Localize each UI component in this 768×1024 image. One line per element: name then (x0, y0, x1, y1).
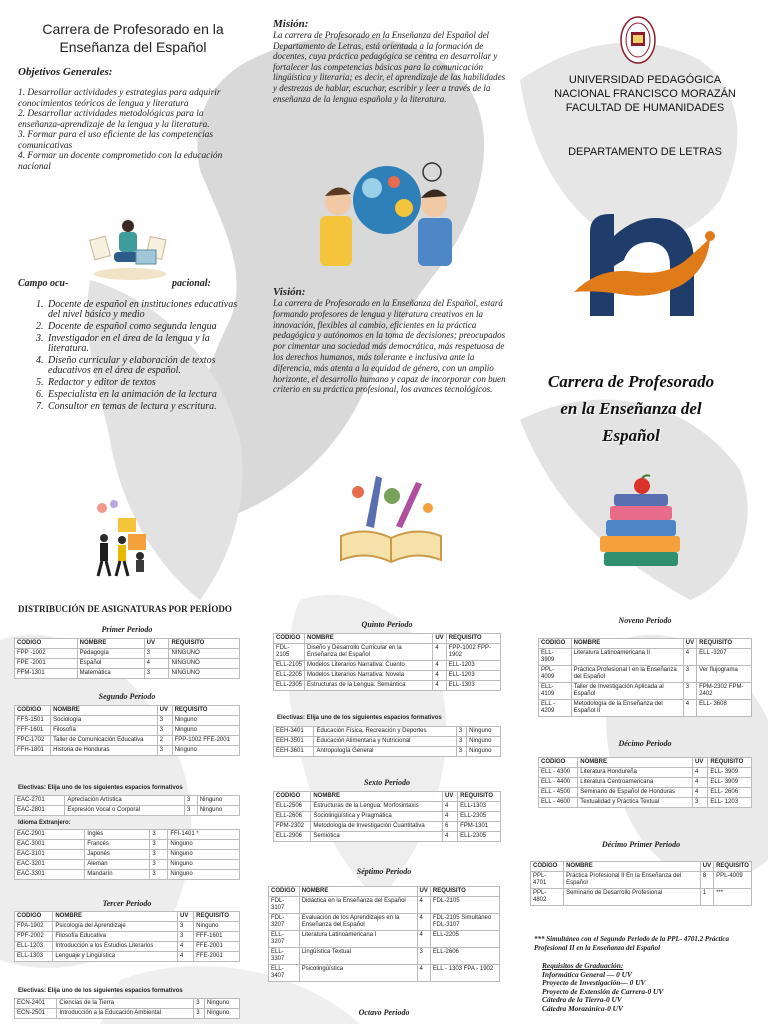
table-row: ELL-1303 Lenguaje y Lingüística 4 FFE-2001 (15, 952, 240, 962)
table-row: EAC-2701 Apreciación Artística 3 Ninguno (15, 796, 240, 806)
field-heading-start: Campo ocu- (18, 278, 69, 289)
two-people-ideas-illustration (312, 158, 462, 266)
period-title: Séptimo Periodo (356, 867, 412, 876)
table-row: ELL - 4209 Metodología de la Enseñanza del Español II 4 ELL- 3608 (539, 700, 752, 717)
table-row: PPL- 4009 Práctica Profesional I en la Enseñanza del Español 3 Ver flujograma (539, 666, 752, 683)
table-row: ECN-2501 Introducción a la Educación Ambiental 3 Ninguno (15, 1009, 240, 1019)
objective-item: 3. Formar para el uso eficiente de las competencias comunicativas (18, 130, 214, 151)
footnote-simultaneo: *** Simultáneo con el Segundo Periodo de la PPL- 4701.2 Práctica Profesional II en la Enseñanza del Español (534, 935, 730, 952)
table-row: EEH-3601 Antropología General 3 Ninguno (274, 747, 501, 757)
table-header-row: CODIGO NOMBRE UV REQUISITO (274, 634, 501, 644)
graduation-item: Informática General — 0 UV (542, 969, 632, 979)
period-table-sexto (273, 791, 501, 842)
vision-heading: Visión: (273, 286, 306, 298)
university-name: UNIVERSIDAD PEDAGÓGICA NACIONAL FRANCISCO MORAZÁN FACULTAD DE HUMANIDADES (554, 74, 736, 114)
table-row: EAC-3001 Francés 3 Ninguno (15, 840, 240, 850)
period-table-segundo (14, 705, 240, 756)
table-row: ECN-2401 Ciencias de la Tierra 3 Ninguno (15, 999, 240, 1009)
department-name: DEPARTAMENTO DE LETRAS (568, 146, 722, 158)
table-row: FFM-1301 Matemática 3 NINGUNO (15, 669, 240, 679)
table-row: ELL-2606 Sociolingüística y Pragmática 4 ELL-2305 (274, 812, 501, 822)
table-row: EEH-3501 Educación Alimentaria y Nutricional 3 Ninguno (274, 737, 501, 747)
field-item: 4. Diseño curricular y elaboración de textos educativos en el área de español. (36, 355, 216, 376)
period-table-decimo-primero (530, 861, 752, 906)
table-row: FPP -1002 Pedagogía 3 NINGUNO (15, 649, 240, 659)
table-header-row: CODIGO NOMBRE UV REQUISITO (539, 639, 752, 649)
table-row: EAC-3101 Japonés 3 Ninguno (15, 850, 240, 860)
table-header-row: CODIGO NOMBRE UV REQUISITO (15, 639, 240, 649)
field-item: 7. Consultor en temas de lectura y escritura. (36, 401, 217, 412)
graduation-item: Proyecto de Investigación— 0 UV (542, 978, 646, 988)
period-title: Décimo Periodo (618, 739, 672, 748)
period-table-noveno (538, 638, 752, 717)
table-row: ELL-3207 Literatura Latinoamericana I 4 ELL-2205 (269, 931, 500, 948)
table-row: ELL-2506 Estructuras de la Lengua: Morfosintaxis 4 ELL-1303 (274, 802, 501, 812)
table-row: FPM-2302 Metodología de Investigación Cuantitativa 6 FPM-1301 (274, 822, 501, 832)
electives-table-quinto (273, 726, 501, 757)
reading-student-illustration (88, 216, 172, 282)
table-header-row: CODIGO NOMBRE UV REQUISITO (269, 887, 500, 897)
table-row: EAC-3201 Alemán 3 Ninguno (15, 860, 240, 870)
table-row: ELL - 4600 Textualidad y Práctica Textual 3 ELL- 1203 (539, 798, 752, 808)
table-header-row: CODIGO NOMBRE UV REQUISITO (15, 912, 240, 922)
table-row: FPA-1902 Psicología del Aprendizaje 3 Ninguno (15, 922, 240, 932)
period-title: Décimo Primer Periodo (601, 840, 681, 849)
table-row: FPF-2002 Filosofía Educativa 3 FFF-1601 (15, 932, 240, 942)
objectives-heading: Objetivos Generales: (18, 66, 113, 78)
vision-text: La carrera de Profesorado en la Enseñanza del Español, estará formando profesores de lengua y literatura creativos en la innovación, flexibles al cambio, eficientes en la práctica pedagógica y autónomos en la toma de decisiones; preocupados por cimentar una sociedad más democrática, más respetuosa de los derechos humanos, más tolerante e inclusiva ante la diferencia, más atenta a la equidad de género, con un amplio horizonte, el desarrollo humano y capaz de incorporar con buen criterio en su práctica profesional, los avances tecnológicos. (273, 298, 506, 395)
field-item: 5. Redactor y editor de textos (36, 377, 156, 388)
field-item: 2. Docente de español como segunda lengua (36, 321, 217, 332)
languages-heading: Idioma Extranjero: (18, 820, 71, 826)
table-row: ELL-2205 Modelos Literarios Narrativa: Novela 4 ELL-1203 (274, 671, 501, 681)
stack-of-books-apple-illustration (596, 474, 688, 570)
department-letter-n-logo (570, 206, 720, 324)
table-row: FPE -2001 Español 4 NINGUNO (15, 659, 240, 669)
table-row: FFF-1601 Filosofía 3 Ninguno (15, 726, 240, 736)
period-title: Tercer Periodo (102, 899, 152, 908)
objective-item: 1. Desarrollar actividades y estrategias para adquirir conocimientos teóricos de lengua y literatura (18, 88, 221, 109)
table-row: FDL-3107 Didáctica en la Enseñanza del Español 4 FDL-2105 (269, 897, 500, 914)
table-row: ELL- 3909 Literatura Latinoamericana II 4 ELL -3207 (539, 649, 752, 666)
brochure-title: Carrera de Profesorado en la Enseñanza del Español (42, 21, 224, 55)
mission-text: La carrera de Profesorado en la Enseñanza del Español del Departamento de Letras, está orientada a la formación de docentes, cuya práctica pedagógica se centra en desarrollar y fortalecer las competencias básicas para la comunicación lingüística y literaria; es decir, el aprendizaje de las habilidades y destrezas de hablar, escuchar, escribir y leer a través de la enseñanza de la lengua española y la literatura. (273, 30, 506, 104)
mission-heading: Misión: (273, 18, 309, 30)
curriculum-heading: DISTRIBUCIÓN DE ASIGNATURAS POR PERÍODO (18, 604, 232, 614)
field-item: 3. Investigador en el área de la lengua y la literatura. (36, 333, 210, 354)
university-seal-logo (620, 16, 656, 64)
table-row: ELL-2906 Semiótica 4 ELL-2305 (274, 832, 501, 842)
table-row: ELL-3407 Psicolingüística 4 ELL - 1303 FPA - 1902 (269, 965, 500, 982)
period-title: Octavo Periodo (358, 1008, 410, 1017)
table-row: FFS-1501 Sociología 3 Ninguno (15, 716, 240, 726)
graduation-item: Cátedra Morazánica-0 UV (542, 1003, 623, 1013)
table-header-row: CODIGO NOMBRE UV REQUISITO (274, 792, 501, 802)
electives-table-segundo (14, 795, 240, 816)
period-table-primero (14, 638, 240, 679)
graduation-requirements (542, 962, 752, 1014)
table-row: ELL-3307 Lingüística Textual 3 ELL-2606 (269, 948, 500, 965)
table-row: ELL- 4109 Taller de Investigación Aplicada al Español 3 FPM-2302 FPM-2402 (539, 683, 752, 700)
table-row: ELL - 4400 Literatura Centroamericana 4 ELL- 3909 (539, 778, 752, 788)
field-item: 6. Especialista en la animación de la lectura (36, 389, 217, 400)
period-title: Primer Periodo (101, 625, 153, 634)
table-row: FDL-3207 Evaluación de los Aprendizajes en la Enseñanza del Español 4 FDL-2105 Simultáneo FDL-3107 (269, 914, 500, 931)
graduation-item: Cátedra de la Tierra-0 UV (542, 995, 622, 1005)
languages-table (14, 829, 240, 880)
electives-heading: Electivas: Elija uno de los siguientes espacios formativos (277, 715, 442, 721)
table-row: FPC-1702 Taller de Comunicación Educativa 2 FPP-1002 FFE-2001 (15, 736, 240, 746)
graduation-heading: Requisitos de Graduación: (542, 961, 624, 970)
table-row: ELL-1203 Introducción a los Estudios Literarios 4 FFE-2001 (15, 942, 240, 952)
period-title: Noveno Periodo (618, 616, 672, 625)
teamwork-puzzle-illustration (88, 498, 160, 580)
table-header-row: CODIGO NOMBRE UV REQUISITO (531, 862, 752, 872)
electives-heading: Electivas: Elija uno de los siguientes espacios formativos (18, 785, 183, 791)
period-table-tercero (14, 911, 240, 962)
field-item: 1. Docente de español en instituciones educativas del nivel básico y medio (36, 299, 238, 320)
open-book-illustration (336, 466, 446, 564)
table-row: EEH-3401 Educación Física, Recreación y Deportes 3 Ninguno (274, 727, 501, 737)
table-row: PPL- 4701 Práctica Profesional II En la Enseñanza del Español 8 PPL-4009 (531, 872, 752, 889)
period-title: Sexto Periodo (364, 778, 410, 787)
objective-item: 2. Desarrollar actividades metodológicas para la enseñanza-aprendizaje de la lengua y la literatura. (18, 109, 210, 130)
electives-table-tercero (14, 998, 240, 1019)
table-row: ELL - 4500 Seminario de Español de Honduras 4 ELL- 2606 (539, 788, 752, 798)
period-title: Segundo Periodo (98, 692, 156, 701)
table-row: FFH-1801 Historia de Honduras 3 Ninguno (15, 746, 240, 756)
table-row: ELL - 4300 Literatura Hondureña 4 ELL- 3909 (539, 768, 752, 778)
career-title: Carrera de Profesorado en la Enseñanza del Español (547, 372, 715, 445)
table-row: EAC-2801 Expresión Vocal o Corporal 3 Ninguno (15, 806, 240, 816)
table-header-row: CODIGO NOMBRE UV REQUISITO (539, 758, 752, 768)
graduation-item: Proyecto de Extensión de Carrera-0 UV (542, 986, 664, 996)
objective-item: 4. Formar un docente comprometido con la educación nacional (18, 151, 223, 172)
table-header-row: CODIGO NOMBRE UV REQUISITO (15, 706, 240, 716)
period-table-quinto (273, 633, 501, 691)
table-row: FDL-2105 Diseño y Desarrollo Curricular en la Enseñanza del Español 4 FPP-1002 FPP-1902 (274, 644, 501, 661)
field-heading-end: pacional: (172, 278, 211, 289)
table-row: PPL- 4802 Seminario de Desarrollo Profesional 1 *** (531, 889, 752, 906)
period-title: Quinto Periodo (361, 620, 413, 629)
period-table-decimo (538, 757, 752, 808)
occupational-field-list (18, 300, 243, 414)
period-table-septimo (268, 886, 500, 982)
objectives-list (18, 88, 240, 172)
table-row: EAC-2901 Inglés 3 FFI-1401 * (15, 830, 240, 840)
table-row: EAC-3301 Mandarín 3 Ninguno (15, 870, 240, 880)
electives-heading: Electivas: Elija uno de los siguientes espacios formativos (18, 988, 183, 994)
table-row: ELL-2105 Modelos Literarios Narrativa: Cuento 4 ELL-1203 (274, 661, 501, 671)
table-row: ELL-2305 Estructuras de la Lengua: Semántica 4 ELL-1303 (274, 681, 501, 691)
